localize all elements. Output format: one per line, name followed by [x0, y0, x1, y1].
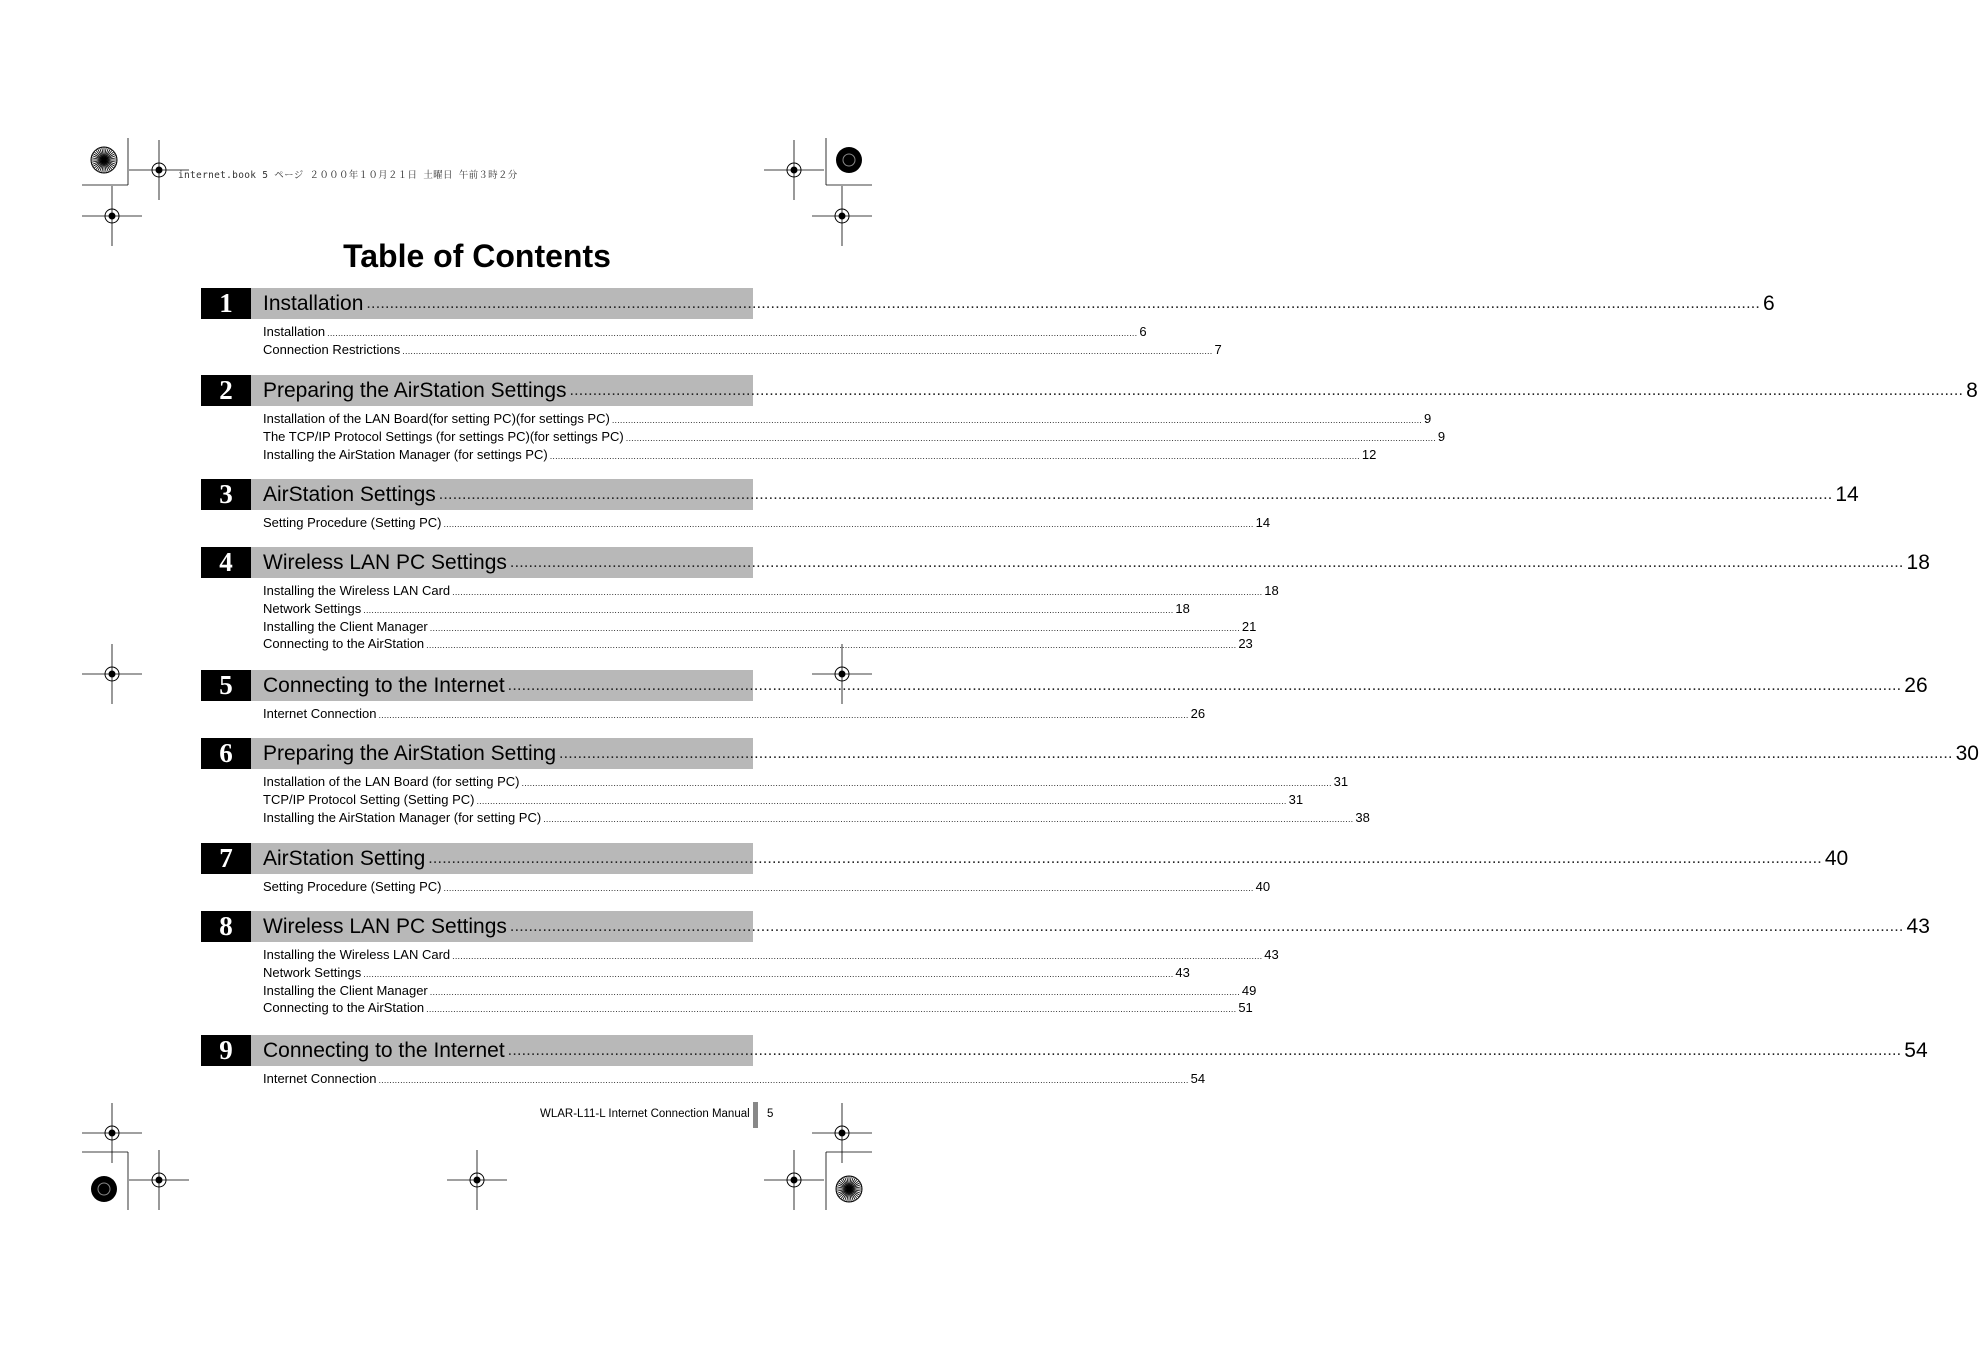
leader-dots: ............................................................................................................................................................................................................................................................................................................: [559, 744, 1953, 762]
leader-dots: ............................................................................................................................................................................................................................................................................................................: [569, 381, 1964, 399]
chapter-page: 43: [1906, 915, 1930, 938]
entry-label: Installing the Client Manager: [263, 618, 428, 634]
entry-page: 54: [1190, 1071, 1206, 1086]
entry-label: Installation of the LAN Board(for setting PC)(for settings PC): [263, 411, 610, 426]
leader-dots: ............................................................................................................................................................................................................................................................................................................: [509, 553, 1904, 571]
toc-section-4: [201, 547, 1930, 653]
chapter-heading: [263, 1035, 1928, 1066]
chapter-heading: [263, 547, 1930, 578]
entry-page: 21: [1241, 618, 1257, 634]
toc-section-3: [201, 479, 1859, 532]
entry-page: 9: [1437, 428, 1446, 444]
leader-dots: ............................................................................................................................................................................................................................................................................................................: [363, 604, 1174, 615]
chapter-page: 6: [1763, 292, 1775, 315]
entry-label: Setting Procedure (Setting PC): [263, 879, 442, 894]
chapter-number: 1: [201, 288, 251, 319]
leader-dots: ............................................................................................................................................................................................................................................................................................................: [378, 710, 1189, 720]
entry-label: Installing the Wireless LAN Card: [263, 583, 451, 598]
registration-dot: [109, 1130, 116, 1137]
entry-label: Installation of the LAN Board (for setting PC): [263, 774, 520, 789]
entry-label: Network Settings: [263, 964, 362, 980]
entry-label: Connecting to the AirStation: [263, 636, 425, 652]
chapter-title: Installation: [263, 292, 364, 315]
chapter-heading: [263, 288, 1775, 319]
chapter-title: Wireless LAN PC Settings: [263, 551, 507, 574]
entry-label: Installing the AirStation Manager (for settings PC): [263, 446, 548, 462]
entry-page: 9: [1423, 411, 1432, 426]
footer-page-number: 5: [767, 1108, 774, 1120]
chapter-heading: [263, 670, 1928, 701]
leader-dots: ............................................................................................................................................................................................................................................................................................................: [543, 813, 1354, 824]
chapter-bar[interactable]: [201, 547, 1930, 578]
toc-entry[interactable]: [263, 964, 1190, 982]
chapter-bar[interactable]: [201, 843, 1849, 874]
toc-entry[interactable]: [263, 773, 1349, 791]
leader-dots: ............................................................................................................................................................................................................................................................................................................: [443, 883, 1254, 893]
toc-entry[interactable]: [263, 878, 1271, 896]
chapter-number: 9: [201, 1035, 251, 1066]
entry-page: 26: [1190, 706, 1206, 721]
leader-dots: ............................................................................................................................................................................................................................................................................................................: [452, 587, 1263, 597]
leader-dots: ............................................................................................................................................................................................................................................................................................................: [438, 485, 1833, 503]
entry-list: [263, 410, 1446, 463]
entry-page: 12: [1361, 446, 1377, 462]
registration-dot: [791, 1177, 798, 1184]
chapter-bar[interactable]: [201, 479, 1859, 510]
leader-dots: ............................................................................................................................................................................................................................................................................................................: [366, 294, 1760, 312]
entry-page: 31: [1288, 791, 1304, 807]
chapter-bar[interactable]: [201, 288, 1775, 319]
chapter-page: 8: [1966, 379, 1978, 402]
entry-list: [263, 1070, 1206, 1088]
toc-entry[interactable]: [263, 1070, 1206, 1088]
chapter-title: AirStation Setting: [263, 847, 426, 870]
entry-page: 43: [1175, 964, 1190, 980]
leader-dots: ............................................................................................................................................................................................................................................................................................................: [429, 622, 1240, 633]
entry-page: 43: [1264, 947, 1279, 962]
toc-entry[interactable]: [263, 341, 1222, 359]
footer-manual-title: WLAR-L11-L Internet Connection Manual: [540, 1108, 750, 1120]
toc-section-5: [201, 670, 1928, 723]
toc-entry[interactable]: [263, 514, 1271, 532]
page-title: Table of Contents: [343, 238, 611, 274]
entry-label: Installing the AirStation Manager (for setting PC): [263, 809, 542, 825]
entry-page: 40: [1255, 879, 1271, 894]
leader-dots: ............................................................................................................................................................................................................................................................................................................: [521, 778, 1332, 788]
entry-list: [263, 323, 1222, 359]
toc-entry[interactable]: [263, 600, 1190, 618]
chapter-number: 7: [201, 843, 251, 874]
chapter-heading: [263, 375, 1978, 406]
chapter-number: 6: [201, 738, 251, 769]
toc-section-6: [201, 738, 1979, 826]
print-header: internet.book 5 ページ ２０００年１０月２１日 土曜日 午前３時２分: [178, 170, 518, 181]
toc-entry[interactable]: [263, 428, 1446, 446]
entry-page: 51: [1238, 1000, 1253, 1016]
chapter-heading: [263, 738, 1979, 769]
leader-dots: ............................................................................................................................................................................................................................................................................................................: [363, 968, 1174, 979]
entry-label: Installation: [263, 324, 326, 339]
leader-dots: ............................................................................................................................................................................................................................................................................................................: [443, 519, 1254, 529]
chapter-bar[interactable]: [201, 670, 1928, 701]
entry-label: Installing the Client Manager: [263, 982, 428, 998]
entry-list: [263, 878, 1271, 896]
toc-entry[interactable]: [263, 982, 1257, 1000]
registration-dot: [839, 1130, 846, 1137]
entry-list: [263, 946, 1279, 1017]
leader-dots: ............................................................................................................................................................................................................................................................................................................: [426, 640, 1237, 651]
toc-section-8: [201, 911, 1930, 1017]
toc-section-9: [201, 1035, 1928, 1088]
leader-dots: ............................................................................................................................................................................................................................................................................................................: [327, 328, 1138, 338]
entry-label: Internet Connection: [263, 706, 377, 721]
entry-page: 6: [1139, 324, 1147, 339]
entry-list: [263, 705, 1206, 723]
chapter-title: Connecting to the Internet: [263, 1039, 505, 1062]
toc-entry[interactable]: [263, 635, 1253, 653]
leader-dots: ............................................................................................................................................................................................................................................................................................................: [452, 951, 1263, 961]
leader-dots: ............................................................................................................................................................................................................................................................................................................: [507, 676, 1902, 694]
toc-entry[interactable]: [263, 618, 1257, 636]
chapter-number: 2: [201, 375, 251, 406]
entry-page: 7: [1214, 341, 1222, 357]
registration-dot: [791, 167, 798, 174]
chapter-heading: [263, 843, 1849, 874]
leader-dots: ............................................................................................................................................................................................................................................................................................................: [426, 1004, 1237, 1015]
registration-dot: [839, 213, 846, 220]
chapter-title: Connecting to the Internet: [263, 674, 505, 697]
registration-dot: [109, 213, 116, 220]
chapter-title: Preparing the AirStation Settings: [263, 379, 567, 402]
chapter-title: Preparing the AirStation Setting: [263, 742, 557, 765]
entry-page: 23: [1238, 636, 1253, 652]
color-target: [91, 1176, 117, 1202]
entry-label: Connecting to the AirStation: [263, 1000, 425, 1016]
entry-label: Installing the Wireless LAN Card: [263, 947, 451, 962]
color-target: [836, 147, 862, 173]
leader-dots: ............................................................................................................................................................................................................................................................................................................: [625, 432, 1436, 443]
chapter-title: Wireless LAN PC Settings: [263, 915, 507, 938]
chapter-bar[interactable]: [201, 738, 1979, 769]
entry-label: Internet Connection: [263, 1071, 377, 1086]
leader-dots: ............................................................................................................................................................................................................................................................................................................: [507, 1041, 1902, 1059]
leader-dots: ............................................................................................................................................................................................................................................................................................................: [378, 1075, 1189, 1085]
toc-entry[interactable]: [263, 809, 1370, 827]
registration-dot: [156, 1177, 163, 1184]
chapter-number: 8: [201, 911, 251, 942]
footer-separator: [753, 1102, 758, 1128]
registration-dot: [156, 167, 163, 174]
entry-label: Connection Restrictions: [263, 341, 401, 357]
chapter-page: 30: [1955, 742, 1979, 765]
leader-dots: ............................................................................................................................................................................................................................................................................................................: [428, 849, 1822, 867]
chapter-number: 3: [201, 479, 251, 510]
entry-label: Network Settings: [263, 600, 362, 616]
entry-page: 38: [1355, 809, 1370, 825]
chapter-page: 14: [1835, 483, 1859, 506]
leader-dots: ............................................................................................................................................................................................................................................................................................................: [509, 917, 1904, 935]
leader-dots: ............................................................................................................................................................................................................................................................................................................: [611, 415, 1422, 425]
toc-section-1: [201, 288, 1775, 359]
toc-section-2: [201, 375, 1978, 463]
entry-page: 49: [1241, 982, 1257, 998]
chapter-page: 26: [1904, 674, 1928, 697]
entry-page: 18: [1264, 583, 1279, 598]
toc-entry[interactable]: [263, 946, 1279, 964]
toc-entry[interactable]: [263, 582, 1279, 600]
entry-page: 31: [1333, 774, 1349, 789]
toc-section-7: [201, 843, 1849, 896]
chapter-number: 4: [201, 547, 251, 578]
chapter-heading: [263, 911, 1930, 942]
leader-dots: ............................................................................................................................................................................................................................................................................................................: [402, 345, 1213, 356]
chapter-title: AirStation Settings: [263, 483, 436, 506]
chapter-bar[interactable]: [201, 911, 1930, 942]
chapter-bar[interactable]: [201, 375, 1978, 406]
toc-entry[interactable]: [263, 791, 1304, 809]
entry-page: 18: [1175, 600, 1190, 616]
chapter-page: 54: [1904, 1039, 1928, 1062]
chapter-bar[interactable]: [201, 1035, 1928, 1066]
chapter-heading: [263, 479, 1859, 510]
entry-label: The TCP/IP Protocol Settings (for settings PC)(for settings PC): [263, 428, 624, 444]
toc-entry[interactable]: [263, 999, 1253, 1017]
chapter-number: 5: [201, 670, 251, 701]
registration-dot: [109, 671, 116, 678]
leader-dots: ............................................................................................................................................................................................................................................................................................................: [429, 986, 1240, 997]
entry-list: [263, 582, 1279, 653]
chapter-page: 18: [1906, 551, 1930, 574]
chapter-page: 40: [1824, 847, 1849, 870]
leader-dots: ............................................................................................................................................................................................................................................................................................................: [549, 450, 1360, 461]
toc-entry[interactable]: [263, 446, 1377, 464]
registration-dot: [474, 1177, 481, 1184]
leader-dots: ............................................................................................................................................................................................................................................................................................................: [476, 795, 1287, 806]
entry-list: [263, 514, 1271, 532]
toc-entry[interactable]: [263, 705, 1206, 723]
entry-label: Setting Procedure (Setting PC): [263, 515, 442, 530]
entry-label: TCP/IP Protocol Setting (Setting PC): [263, 791, 475, 807]
toc-entry[interactable]: [263, 323, 1147, 341]
entry-page: 14: [1255, 515, 1271, 530]
toc-entry[interactable]: [263, 410, 1432, 428]
entry-list: [263, 773, 1370, 826]
